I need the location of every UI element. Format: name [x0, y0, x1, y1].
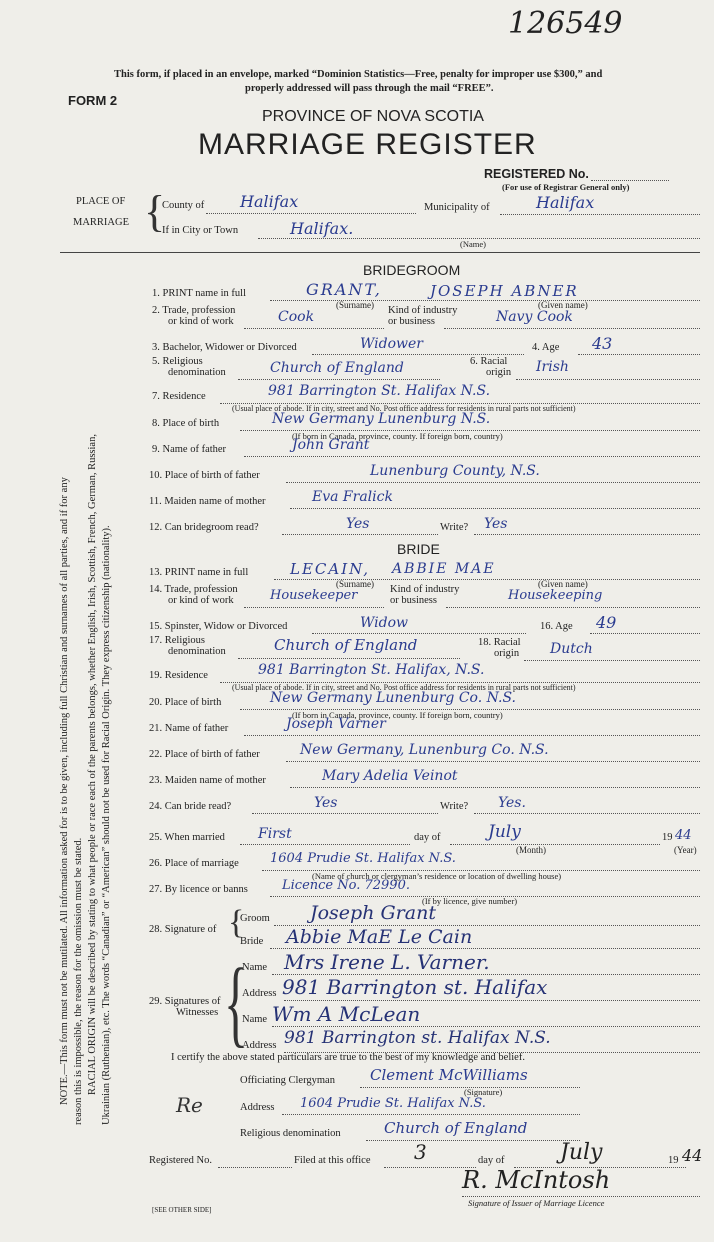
f4-label: 4. Age — [532, 342, 560, 353]
groom-write-label: Write? — [440, 522, 469, 533]
groom-signature: Joseph Grant — [310, 902, 436, 924]
groom-given-note: (Given name) — [538, 300, 588, 310]
issuer-note: Signature of Issuer of Marriage Licence — [468, 1198, 605, 1208]
groom-status: Widower — [360, 336, 423, 352]
witness2-name: Wm A McLean — [272, 1002, 421, 1026]
bride-birthplace: New Germany Lunenburg Co. N.S. — [270, 690, 516, 706]
f3-label: 3. Bachelor, Widower or Divorced — [152, 342, 297, 353]
groom-read: Yes — [346, 516, 370, 532]
clergyman-signature-note: (Signature) — [464, 1087, 503, 1097]
county-value: Halifax — [240, 192, 299, 211]
witness1-address: 981 Barrington st. Halifax — [282, 975, 548, 999]
f5-line — [238, 379, 440, 380]
registered-no-line — [591, 180, 669, 181]
bride-status: Widow — [360, 615, 408, 631]
f21-line — [244, 735, 700, 736]
clergyman-label: Officiating Clergyman — [240, 1075, 335, 1086]
filed-day: 3 — [414, 1140, 427, 1164]
groom-industry-line — [444, 328, 700, 329]
f12-line — [282, 534, 438, 535]
marriage-year-note: (Year) — [674, 845, 697, 855]
marriage-year-prefix: 19 — [662, 832, 673, 843]
side-note-line1: NOTE.—This form must not be mutilated. All information asked for is to be given, including full Christian and surnames of all parties, and if for any — [59, 477, 70, 1105]
groom-industry: Navy Cook — [496, 309, 573, 325]
f25-label: 25. When married — [149, 832, 225, 843]
bride-industry: Housekeeping — [508, 588, 603, 603]
side-note-line3: RACIAL ORIGIN will be described by stating to what people or race each of the parents belongs, whether English, Irish, Scottish, French, German, Russian, — [87, 434, 98, 1095]
bride-write: Yes. — [498, 795, 526, 811]
marriage-month: July — [488, 822, 521, 842]
f1-label-text: 1. PRINT name in full — [152, 288, 247, 299]
filed-label: Filed at this office — [294, 1155, 371, 1166]
bride-given-note: (Given name) — [538, 579, 588, 589]
f15-line — [312, 633, 526, 634]
clergyman-address-label: Address — [240, 1102, 275, 1113]
clergyman-address-line — [282, 1114, 580, 1115]
f24-label: 24. Can bride read? — [149, 801, 232, 812]
bride-kind-label-a: Kind of industry — [390, 584, 460, 595]
bride-sig-label: Bride — [240, 936, 264, 947]
groom-birth-note: (If born in Canada, province, county. If foreign born, country) — [292, 431, 503, 441]
groom-residence: 981 Barrington St. Halifax N.S. — [268, 383, 491, 399]
municipality-line — [500, 214, 700, 215]
bride-write-line — [474, 813, 700, 814]
f2-label-a: 2. Trade, profession — [152, 305, 236, 316]
f14-label-a: 14. Trade, profession — [149, 584, 238, 595]
serial-number: 126549 — [508, 6, 623, 41]
groom-father: John Grant — [292, 437, 370, 453]
f18-label-a: 18. Racial — [478, 637, 521, 648]
form-label: FORM 2 — [68, 93, 118, 108]
see-other-side: [SEE OTHER SIDE] — [152, 1206, 212, 1214]
groom-given-names: JOSEPH ABNER — [430, 282, 579, 300]
postal-notice-line2: properly addressed will pass through the mail “FREE”. — [245, 83, 494, 94]
f24-line — [252, 813, 438, 814]
municipality-label: Municipality of — [424, 202, 490, 213]
bride-write-label: Write? — [440, 801, 469, 812]
f5-label-b: denomination — [168, 367, 226, 378]
groom-kind-label-a: Kind of industry — [388, 305, 458, 316]
f1-label — [152, 288, 246, 299]
f23-label: 23. Maiden name of mother — [149, 775, 266, 786]
f25-line — [240, 844, 410, 845]
registered-no-note: (For use of Registrar General only) — [502, 182, 630, 192]
denomination-line — [366, 1140, 580, 1141]
groom-kind-label-b: or business — [388, 316, 435, 327]
county-label: County of — [162, 200, 205, 211]
bride-given-names: ABBIE MAE — [392, 561, 496, 577]
issuer-line — [462, 1196, 700, 1197]
bride-surname: LECAIN, — [290, 560, 371, 578]
marriage-month-note: (Month) — [516, 845, 546, 855]
place-brace: { — [144, 187, 166, 236]
bride-residence: 981 Barrington St. Halifax, N.S. — [258, 662, 485, 678]
bride-signature: Abbie MaE Le Cain — [286, 926, 473, 948]
groom-surname: GRANT, — [306, 280, 382, 299]
f29-label-a: 29. Signatures of — [149, 996, 221, 1007]
city-label: If in City or Town — [162, 225, 239, 236]
f3-line — [312, 354, 524, 355]
f16-label: 16. Age — [540, 621, 573, 632]
f8-label: 8. Place of birth — [152, 418, 220, 429]
issuer-signature: R. McIntosh — [462, 1166, 611, 1194]
f15-label: 15. Spinster, Widow or Divorced — [149, 621, 288, 632]
bride-trade: Housekeeper — [270, 588, 358, 603]
marriage-day-label: day of — [414, 832, 441, 843]
witness2-address-label: Address — [242, 1040, 277, 1051]
bride-industry-line — [446, 607, 700, 608]
f2-line — [244, 328, 384, 329]
postal-notice-line1: This form, if placed in an envelope, marked “Dominion Statistics—Free, penalty for improper use $300,” and — [114, 69, 603, 80]
side-note-line2: reason this is impossible, the reason for the omission must be stated. — [73, 837, 84, 1125]
f11-label: 11. Maiden name of mother — [149, 496, 266, 507]
f17-label-a: 17. Religious — [149, 635, 206, 646]
page-title: MARRIAGE REGISTER — [198, 128, 537, 161]
bride-kind-label-b: or business — [390, 595, 437, 606]
f26-label: 26. Place of marriage — [149, 858, 239, 869]
bridegroom-heading: BRIDEGROOM — [363, 262, 461, 278]
clergyman-address: 1604 Prudie St. Halifax N.S. — [300, 1096, 486, 1111]
f1-line — [270, 300, 700, 301]
filed-year-prefix: 19 — [668, 1155, 679, 1166]
f16-line — [590, 633, 700, 634]
f17-label-b: denomination — [168, 646, 226, 657]
bride-heading: BRIDE — [397, 541, 440, 557]
bride-father: Joseph Varner — [286, 716, 386, 732]
groom-residence-note: (Usual place of abode. If in city, street and No. Post office address for residents in rural parts not sufficient) — [232, 404, 576, 413]
marriage-day: First — [258, 826, 292, 842]
bride-age: 49 — [596, 613, 617, 632]
f22-label: 22. Place of birth of father — [149, 749, 260, 760]
f28-label: 28. Signature of — [149, 924, 217, 935]
witness2-address: 981 Barrington st. Halifax N.S. — [284, 1028, 551, 1048]
county-line — [206, 213, 416, 214]
denomination-label: Religious denomination — [240, 1128, 341, 1139]
groom-write: Yes — [484, 516, 508, 532]
f14-label-b: or kind of work — [168, 595, 234, 606]
marriage-licence: Licence No. 72990. — [282, 878, 410, 893]
witness2-name-line — [272, 1026, 700, 1027]
bride-birth-note: (If born in Canada, province, county. If foreign born, country) — [292, 710, 503, 720]
f10-line — [286, 482, 700, 483]
witness2-name-label: Name — [242, 1014, 268, 1025]
f14-line — [244, 607, 384, 608]
f9-label: 9. Name of father — [152, 444, 227, 455]
marriage-place-note: (Name of church or clergyman’s residence or location of dwelling house) — [312, 871, 562, 881]
witness-brace: { — [224, 949, 248, 1057]
signature-brace: { — [228, 904, 245, 941]
f2-label-b: or kind of work — [168, 316, 234, 327]
section-divider — [60, 252, 700, 253]
registered-no-label: REGISTERED No. — [484, 167, 589, 181]
bride-origin: Dutch — [550, 641, 593, 657]
witness1-address-label: Address — [242, 988, 277, 999]
f10-label: 10. Place of birth of father — [149, 470, 260, 481]
marriage-licence-note: (If by licence, give number) — [422, 896, 518, 906]
bride-residence-note: (Usual place of abode. If in city, street and No. Post office address for residents in rural parts not sufficient) — [232, 683, 576, 692]
bride-religion: Church of England — [274, 636, 418, 654]
side-note-line4: Ukrainian (Ruthenian), etc. The words “Canadian” or “American” should not be used for Racial Origin. They express citizenship (nationality). — [101, 525, 112, 1125]
groom-surname-note: (Surname) — [336, 300, 374, 310]
place-of-marriage-label-1: PLACE OF — [76, 196, 126, 207]
marriage-year: 44 — [675, 828, 692, 843]
f6-label-b: origin — [486, 367, 512, 378]
bride-mother: Mary Adelia Veinot — [322, 768, 458, 784]
f29-label-b: Witnesses — [176, 1007, 219, 1018]
groom-father-birthplace: Lunenburg County, N.S. — [370, 463, 540, 479]
f9-line — [244, 456, 700, 457]
clergyman-signature: Clement McWilliams — [370, 1066, 528, 1084]
side-note — [58, 125, 114, 1125]
f12-label: 12. Can bridegroom read? — [149, 522, 259, 533]
bride-surname-note: (Surname) — [336, 579, 374, 589]
f21-label: 21. Name of father — [149, 723, 229, 734]
groom-religion: Church of England — [270, 360, 404, 376]
filed-day-label: day of — [478, 1155, 505, 1166]
groom-origin: Irish — [536, 359, 569, 375]
f22-line — [286, 761, 700, 762]
certification-statement: I certify the above stated particulars are true to the best of my knowledge and belief. — [171, 1052, 525, 1063]
bride-read: Yes — [314, 795, 338, 811]
groom-trade: Cook — [278, 309, 315, 325]
f17-line — [238, 658, 460, 659]
filed-year: 44 — [682, 1146, 703, 1165]
f18-line — [524, 660, 700, 661]
marriage-place: 1604 Prudie St. Halifax N.S. — [270, 851, 456, 866]
groom-write-line — [474, 534, 700, 535]
filed-month: July — [560, 1140, 603, 1165]
witness1-address-line — [284, 1000, 700, 1001]
municipality-value: Halifax — [536, 193, 595, 212]
re-mark: Re — [176, 1093, 203, 1117]
denomination-value: Church of England — [384, 1119, 528, 1137]
f18-label-b: origin — [494, 648, 520, 659]
registered-line — [218, 1167, 292, 1168]
groom-mother: Eva Fralick — [312, 489, 393, 505]
groom-birthplace: New Germany Lunenburg N.S. — [272, 411, 491, 427]
f7-label: 7. Residence — [152, 391, 206, 402]
f11-line — [290, 508, 700, 509]
f20-label: 20. Place of birth — [149, 697, 222, 708]
f23-line — [290, 787, 700, 788]
registered-label: Registered No. — [149, 1155, 212, 1166]
place-of-marriage-label-2: MARRIAGE — [73, 217, 130, 228]
city-name-note: (Name) — [460, 239, 486, 249]
marriage-month-line — [450, 844, 660, 845]
groom-age: 43 — [592, 334, 613, 353]
f6-label-a: 6. Racial — [470, 356, 508, 367]
bride-sig-line — [270, 948, 700, 949]
witness1-name-label: Name — [242, 962, 268, 973]
witness1-name: Mrs Irene L. Varner. — [284, 950, 490, 974]
province-heading: PROVINCE OF NOVA SCOTIA — [262, 108, 484, 125]
f4-line — [578, 354, 700, 355]
f13-label: 13. PRINT name in full — [149, 567, 249, 578]
bride-father-birthplace: New Germany, Lunenburg Co. N.S. — [300, 742, 549, 758]
f5-label-a: 5. Religious — [152, 356, 203, 367]
f27-label: 27. By licence or banns — [149, 884, 248, 895]
groom-sig-label: Groom — [240, 913, 270, 924]
city-value: Halifax. — [290, 219, 354, 238]
f19-label: 19. Residence — [149, 670, 208, 681]
f6-line — [516, 379, 700, 380]
